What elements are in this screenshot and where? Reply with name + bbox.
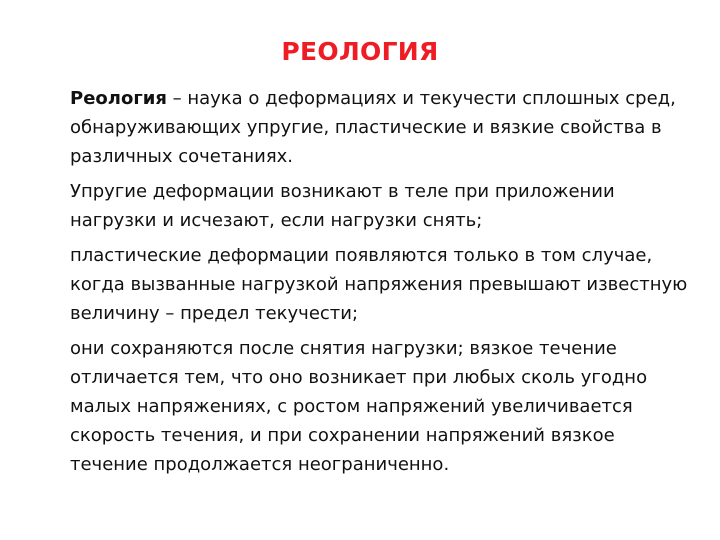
definition-term: Реология	[70, 88, 167, 109]
slide-title: РЕОЛОГИЯ	[281, 37, 439, 66]
paragraph-viscous: они сохраняются после снятия нагрузки; вязкое течение отличается тем, что оно возникает при любых сколь угодно малых напряжениях, с ростом напряжений увеличивается скорость течения, и при сохранении напряжений вязкое течение продолжается неограниченно.	[70, 338, 648, 475]
paragraph-elastic: Упругие деформации возникают в теле при приложении нагрузки и исчезают, если нагрузки снять;	[70, 181, 615, 231]
definition-paragraph	[70, 84, 690, 171]
definition-text: – наука о деформациях и текучести сплошных сред, обнаруживающих упругие, пластические и вязкие свойства в различных сочетаниях.	[70, 88, 676, 167]
slide-body	[70, 84, 690, 485]
paragraph-plastic: пластические деформации появляются только в том случае, когда вызванные нагрузкой напряжения превышают известную величину – предел текучести;	[70, 245, 688, 324]
